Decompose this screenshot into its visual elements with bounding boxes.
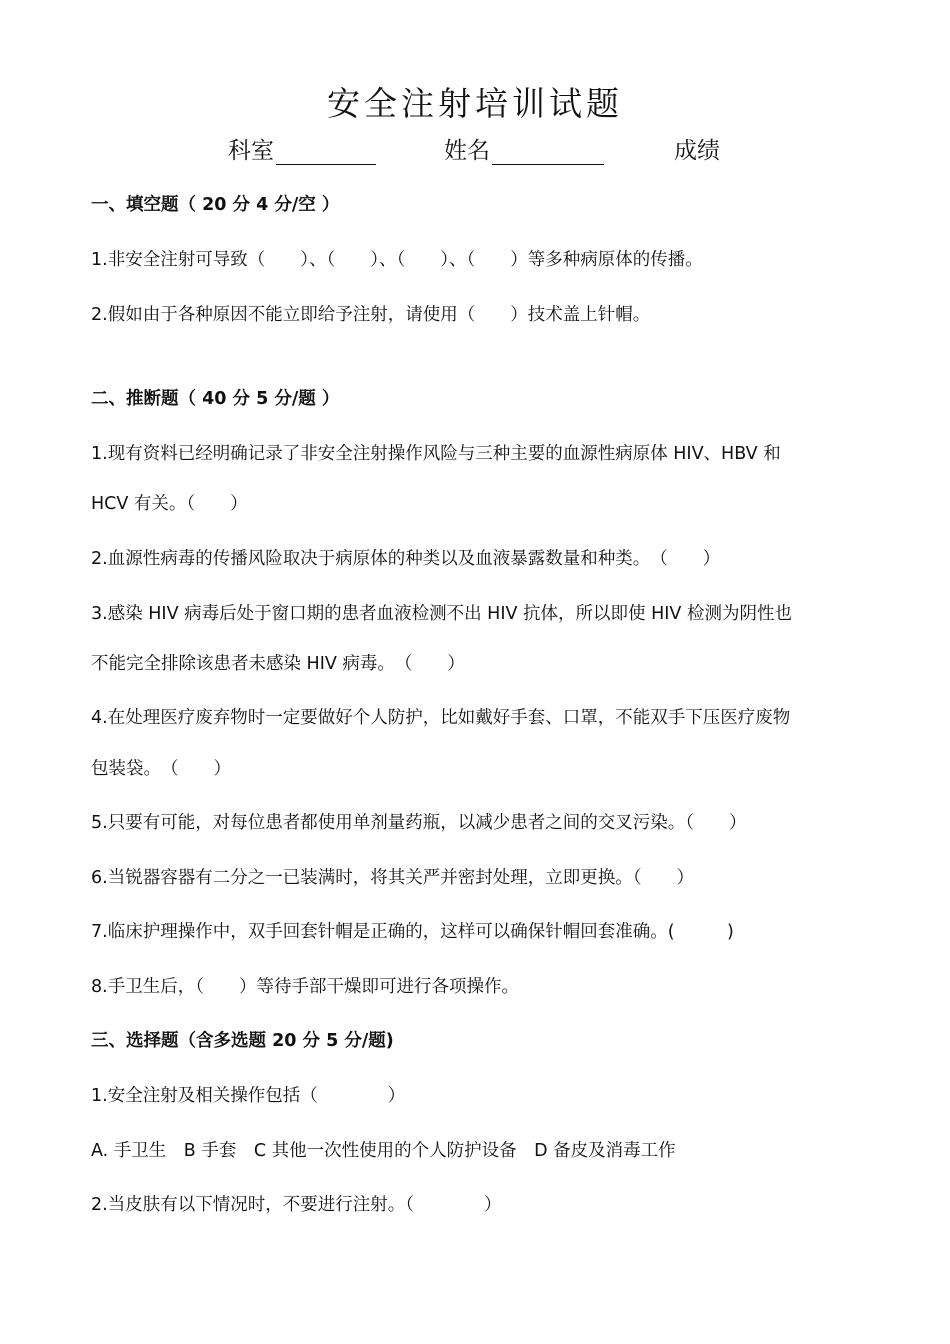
true-false-question-4-line-2: 包装袋。 （ ） [91, 759, 231, 779]
score-field [674, 132, 720, 165]
department-blank[interactable] [276, 140, 376, 165]
true-false-question-8: 8.手卫生后，（ ）等待手部干燥即可进行各项操作。 [91, 977, 519, 997]
fill-blank-question-1: 1.非安全注射可导致（ ）、（ ）、（ ）、（ ）等多种病原体的传播。 [91, 250, 703, 270]
true-false-question-5: 5.只要有可能，对每位患者都使用单剂量药瓶，以减少患者之间的交叉污染。（ ） [91, 813, 747, 833]
name-blank[interactable] [492, 140, 604, 165]
department-field [228, 132, 376, 165]
section-true-false-heading: 二、推断题（ 40 分 5 分/题 ） [91, 389, 340, 409]
name-field [444, 132, 604, 165]
score-label: 成绩 [674, 138, 720, 164]
fill-blank-question-2: 2.假如由于各种原因不能立即给予注射，请使用（ ）技术盖上针帽。 [91, 305, 651, 325]
true-false-question-4-line-1: 4.在处理医疗废弃物时一定要做好个人防护，比如戴好手套、口罩，不能双手下压医疗废物 [91, 708, 791, 728]
true-false-question-7: 7.临床护理操作中，双手回套针帽是正确的，这样可以确保针帽回套准确。( ) [91, 922, 734, 942]
true-false-question-3-line-1: 3.感染 HIV 病毒后处于窗口期的患者血液检测不出 HIV 抗体，所以即使 HIV 检测为阴性也 [91, 604, 792, 624]
true-false-question-1-line-2: HCV 有关。（ ） [91, 494, 248, 514]
choice-question-1: 1.安全注射及相关操作包括（ ） [91, 1086, 406, 1106]
true-false-question-3-line-2: 不能完全排除该患者未感染 HIV 病毒。 （ ） [91, 654, 465, 674]
true-false-question-2: 2.血源性病毒的传播风险取决于病原体的种类以及血液暴露数量和种类。 （ ） [91, 549, 721, 569]
department-label: 科室 [228, 138, 274, 164]
choice-question-1-options: A. 手卫生 B 手套 C 其他一次性使用的个人防护设备 D 备皮及消毒工作 [91, 1141, 676, 1161]
page-title: 安全注射培训试题 [327, 84, 623, 123]
section-multiple-choice-heading: 三、选择题（含多选题 20 分 5 分/题) [91, 1031, 394, 1051]
true-false-question-6: 6.当锐器容器有二分之一已装满时，将其关严并密封处理，立即更换。（ ） [91, 868, 694, 888]
exam-header [0, 132, 950, 168]
section-fill-blank-heading: 一、填空题（ 20 分 4 分/空 ） [91, 195, 340, 215]
choice-question-2: 2.当皮肤有以下情况时，不要进行注射。（ ） [91, 1195, 502, 1215]
name-label: 姓名 [444, 138, 490, 164]
true-false-question-1-line-1: 1.现有资料已经明确记录了非安全注射操作风险与三种主要的血源性病原体 HIV、HBV 和 [91, 444, 781, 464]
